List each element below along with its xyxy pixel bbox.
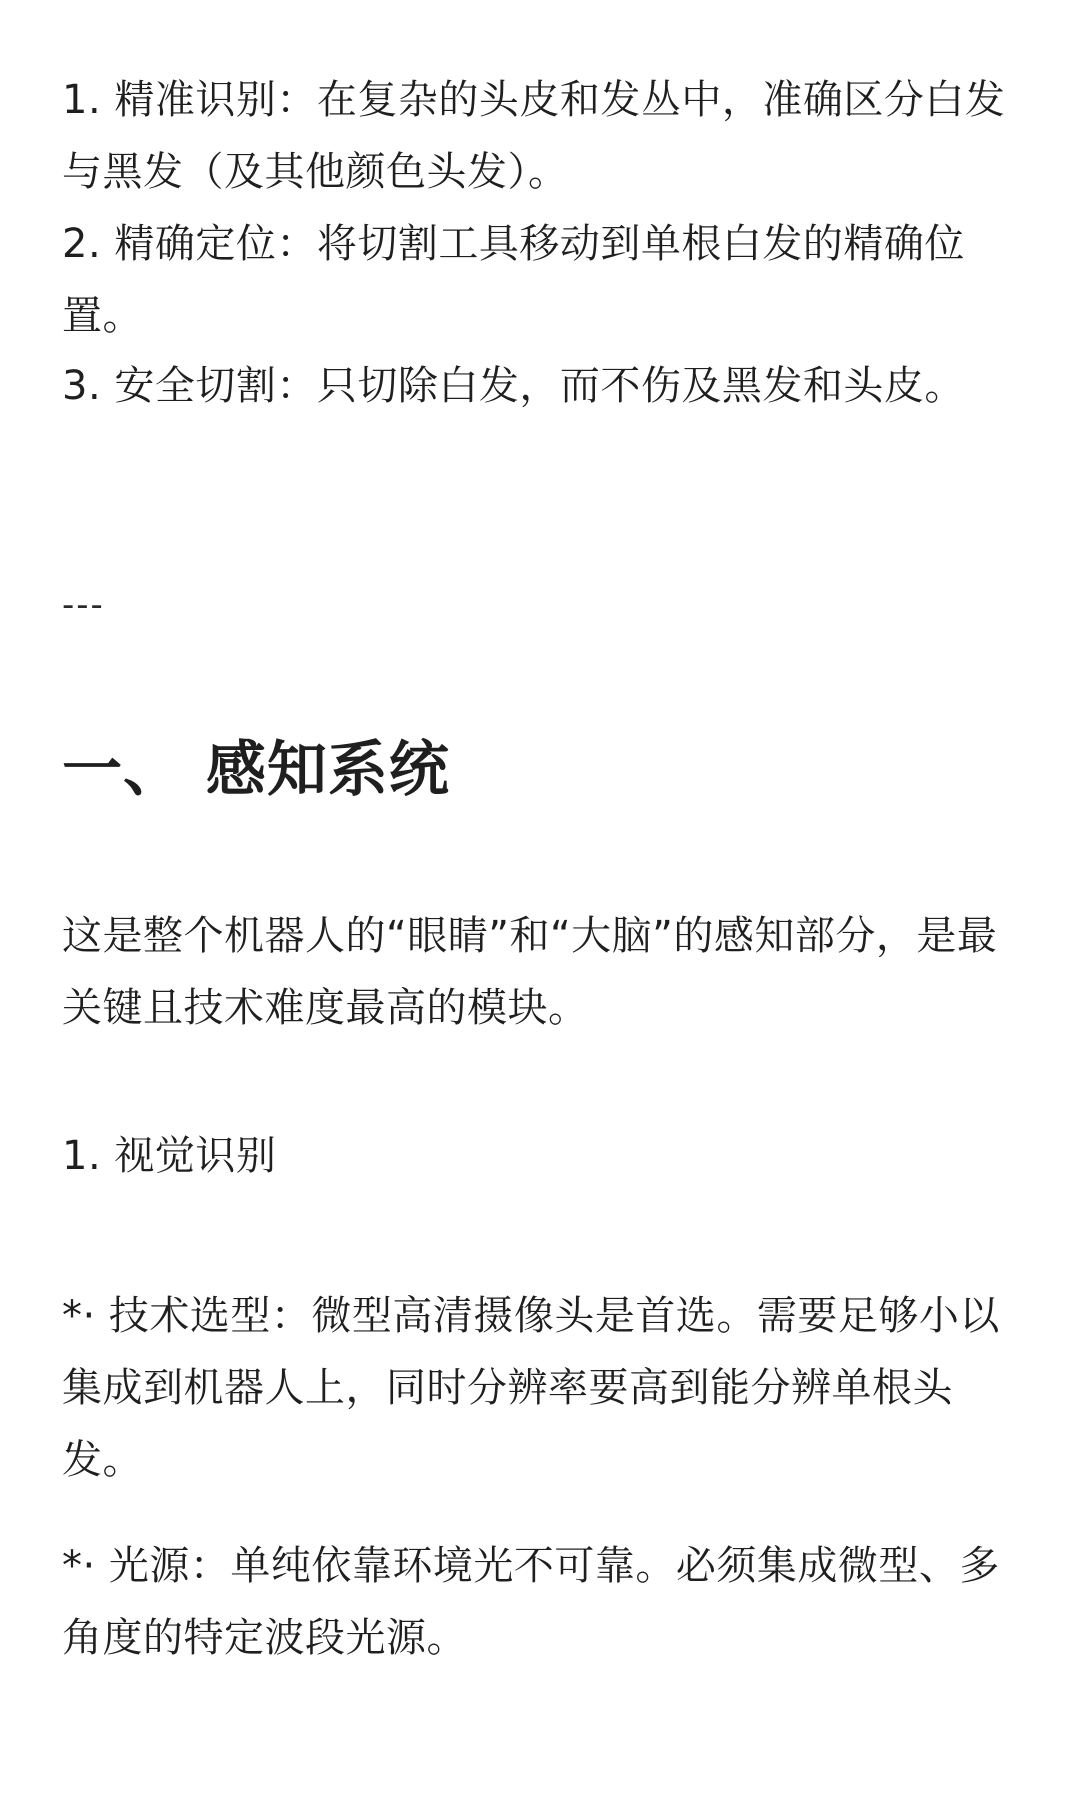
bullet-technology-selection: *· 技术选型：微型高清摄像头是首选。需要足够小以集成到机器人上，同时分辨率要高到能分辨单根头发。 (62, 1293, 1000, 1483)
section-divider: --- (62, 585, 105, 625)
subheading-visual-recognition: 1. 视觉识别 (62, 1133, 277, 1179)
list-item-precise-recognition: 1. 精准识别：在复杂的头皮和发丛中，准确区分白发与黑发（及其他颜色头发）。 (62, 77, 1006, 195)
section-heading: 一、 感知系统 (62, 735, 450, 805)
section-intro-paragraph: 这是整个机器人的“眼睛”和“大脑”的感知部分，是最关键且技术难度最高的模块。 (62, 913, 998, 1031)
list-item-precise-positioning: 2. 精确定位：将切割工具移动到单根白发的精确位置。 (62, 221, 965, 339)
list-item-safe-cutting: 3. 安全切割：只切除白发，而不伤及黑发和头皮。 (62, 363, 965, 409)
bullet-light-source: *· 光源：单纯依靠环境光不可靠。必须集成微型、多角度的特定波段光源。 (62, 1543, 1000, 1661)
